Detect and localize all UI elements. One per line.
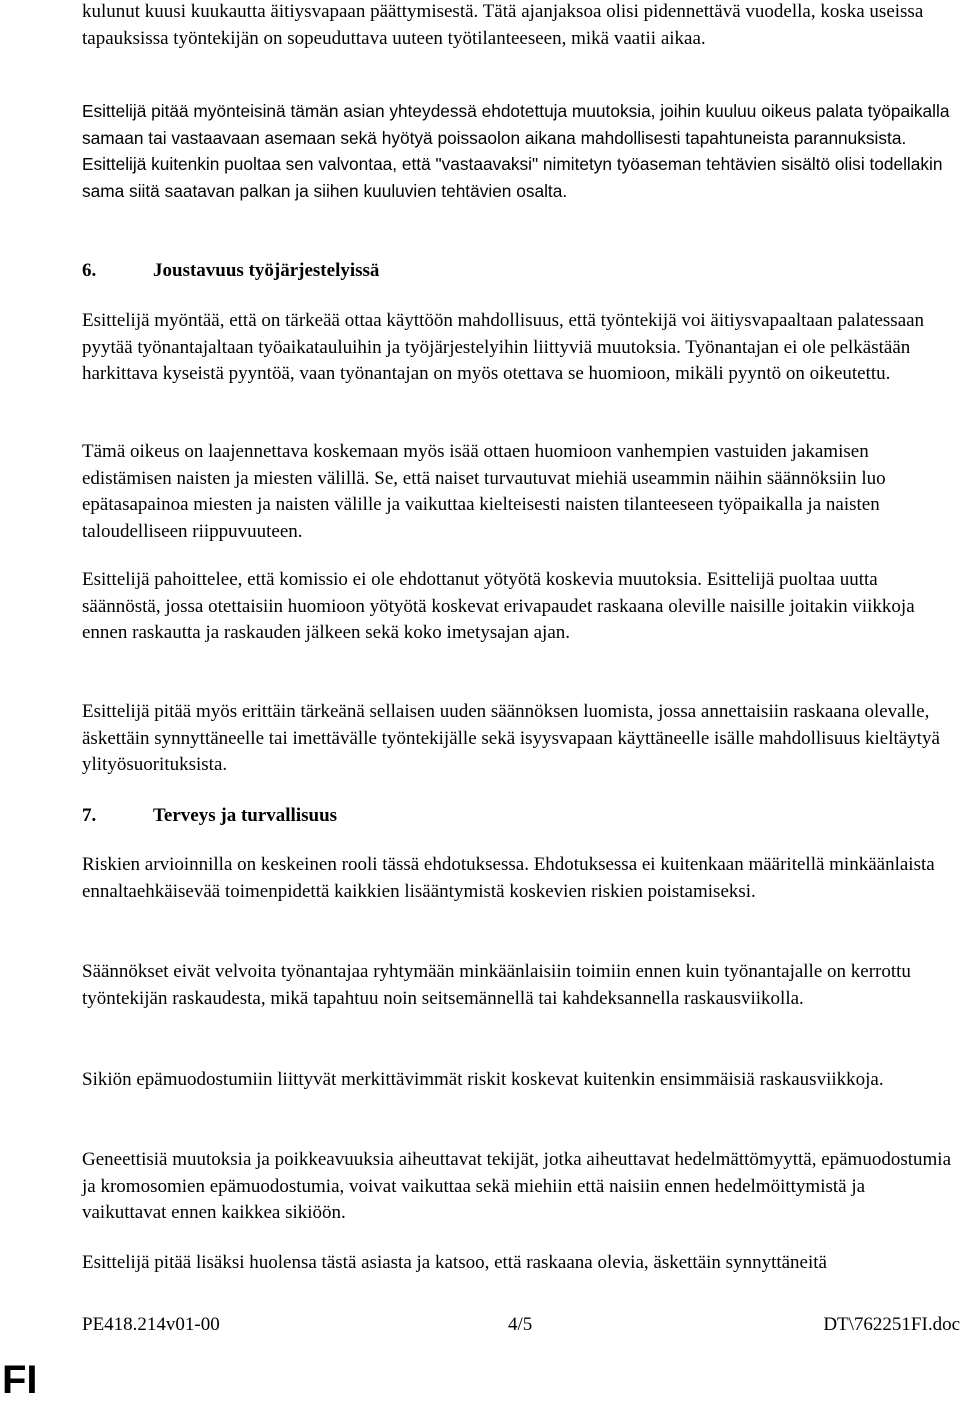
footer-document-reference: PE418.214v01-00: [82, 1314, 220, 1335]
section-7-paragraph-2: Säännökset eivät velvoita työnantajaa ryhtymään minkäänlaisiin toimiin ennen kuin työnantajalle on kerrottu työntekijän raskaudesta, mikä tapahtuu noin seitsemännellä tai kahdeksannella raskausviikolla.: [82, 961, 911, 1009]
section-6-title: Joustavuus työjärjestelyissä: [153, 260, 380, 281]
section-6-number: 6.: [82, 260, 97, 281]
paragraph-rapporteur-changes: Esittelijä pitää myönteisinä tämän asian yhteydessä ehdotettuja muutoksia, joihin kuuluu oikeus palata työpaikalla samaan tai vastaavaan asemaan sekä hyötyä poissaolon aikana mahdollisesti tapahtuneista parannuksista. Esittelijä kuitenkin puoltaa sen valvontaa, että "vastaavaksi" nimitetyn työaseman tehtävien sisältö olisi todellakin sama siitä saatavan palkan ja siihen kuuluvien tehtävien osalta.: [82, 101, 950, 201]
section-6-paragraph-4: Esittelijä pitää myös erittäin tärkeänä sellaisen uuden säännöksen luomista, jossa annettaisiin raskaana olevalle, äskettäin synnyttäneelle tai imettävälle työntekijälle sekä isyysvapaan käyttäneelle isälle mahdollisuus kieltäytyä ylityösuorituksista.: [82, 701, 940, 775]
page-footer: [82, 1311, 960, 1339]
section-7-title: Terveys ja turvallisuus: [153, 805, 338, 826]
language-tag: FI: [2, 1358, 38, 1402]
section-6-paragraph-1: Esittelijä myöntää, että on tärkeää ottaa käyttöön mahdollisuus, että työntekijä voi äitiysvapaaltaan palatessaan pyytää työnantajaltaan työaikatauluihin ja työjärjestelyihin liittyviä muutoksia. Työnantajan ei ole pelkästään harkittava kyseistä pyyntöä, vaan työnantajan on myös otettava se huomioon, mikäli pyyntö on oikeutettu.: [82, 310, 925, 384]
section-6-paragraph-3: Esittelijä pahoittelee, että komissio ei ole ehdottanut yötyötä koskevia muutoksia. Esittelijä puoltaa uutta säännöstä, jossa otettaisiin huomioon yötyötä koskevat erivapaudet raskaana oleville naisille joitakin viikkoja ennen raskautta ja raskauden jälkeen sekä koko imetysajan ajan.: [82, 569, 915, 643]
section-6-paragraph-2: Tämä oikeus on laajennettava koskemaan myös isää ottaen huomioon vanhempien vastuiden jakamisen edistämisen naisten ja miesten välillä. Se, että naiset turvautuvat miehiä useammin näihin säännöksiin luo epätasapainoa miesten ja naisten välille ja vaikuttaa kielteisesti naisten tilanteeseen työpaikalla ja naisten taloudelliseen riippuvuuteen.: [82, 441, 886, 542]
section-7-heading: [82, 803, 337, 829]
section-7-paragraph-5: Esittelijä pitää lisäksi huolensa tästä asiasta ja katsoo, että raskaana olevia, äskettäin synnyttäneitä: [82, 1252, 827, 1273]
section-7-paragraph-4: Geneettisiä muutoksia ja poikkeavuuksia aiheuttavat tekijät, jotka aiheuttavat hedelmättömyyttä, epämuodostumia ja kromosomien epämuodostumia, voivat vaikuttaa sekä miehiin että naisiin ennen hedelmöittymistä ja vaikuttavat ennen kaikkea sikiöön.: [82, 1149, 951, 1223]
section-7-paragraph-3: Sikiön epämuodostumiin liittyvät merkittävimmät riskit koskevat kuitenkin ensimmäisiä raskausviikkoja.: [82, 1069, 884, 1090]
footer-page-number: 4/5: [508, 1314, 533, 1335]
section-7-number: 7.: [82, 805, 97, 826]
footer-file-name: DT\762251FI.doc: [823, 1314, 960, 1335]
paragraph-intro-continuation: kulunut kuusi kuukautta äitiysvapaan päättymisestä. Tätä ajanjaksoa olisi pidennettävä vuodella, koska useissa tapauksissa työntekijän on sopeuduttava uuteen työtilanteeseen, mikä vaatii aikaa.: [82, 1, 924, 49]
section-7-paragraph-1: Riskien arvioinnilla on keskeinen rooli tässä ehdotuksessa. Ehdotuksessa ei kuitenkaan määritellä minkäänlaista ennaltaehkäisevää toimenpidettä kaikkien lisääntymistä koskevien riskien poistamiseksi.: [82, 854, 935, 902]
section-6-heading: [82, 258, 379, 284]
